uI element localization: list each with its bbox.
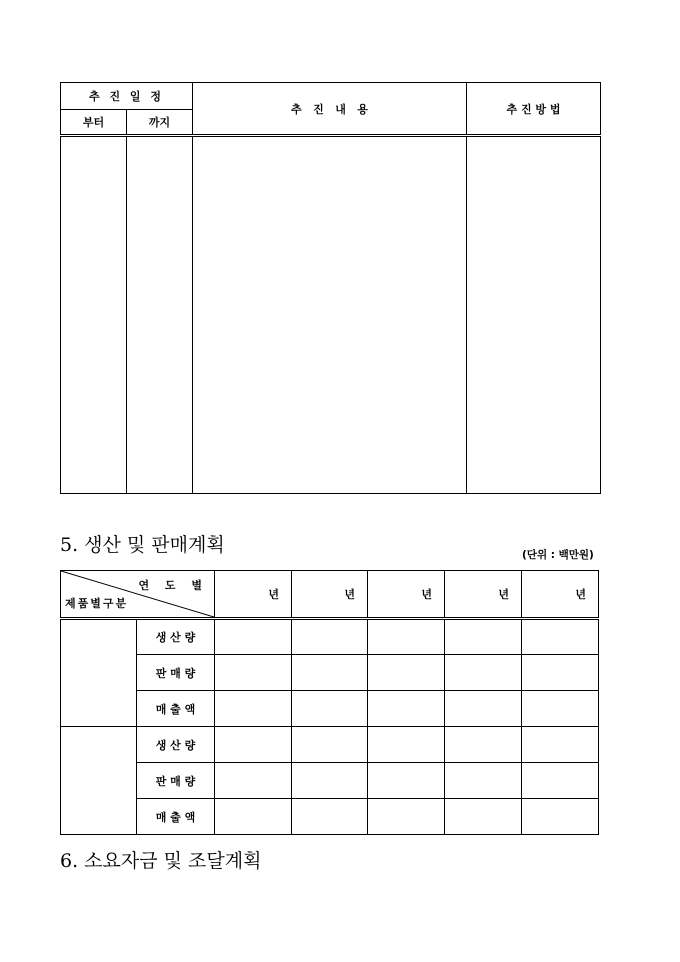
value-cell[interactable] bbox=[215, 655, 292, 691]
product-cell-2[interactable] bbox=[61, 727, 137, 835]
value-cell[interactable] bbox=[522, 655, 599, 691]
to-cell[interactable] bbox=[127, 136, 193, 494]
value-cell[interactable] bbox=[215, 619, 292, 655]
value-cell[interactable] bbox=[445, 799, 522, 835]
value-cell[interactable] bbox=[368, 691, 445, 727]
year-header-2: 년 bbox=[292, 571, 368, 619]
category-label: 제품별구분 bbox=[65, 597, 129, 610]
value-cell[interactable] bbox=[368, 655, 445, 691]
value-cell[interactable] bbox=[522, 799, 599, 835]
row-label: 매 출 액 bbox=[137, 691, 215, 727]
value-cell[interactable] bbox=[445, 619, 522, 655]
year-header-4: 년 bbox=[445, 571, 522, 619]
value-cell[interactable] bbox=[368, 727, 445, 763]
row-label: 생 산 량 bbox=[137, 727, 215, 763]
value-cell[interactable] bbox=[445, 727, 522, 763]
production-sales-table bbox=[60, 570, 599, 835]
year-label: 연 도 별 bbox=[138, 579, 208, 592]
value-cell[interactable] bbox=[522, 619, 599, 655]
value-cell[interactable] bbox=[368, 799, 445, 835]
method-cell[interactable] bbox=[467, 136, 601, 494]
row-label: 생 산 량 bbox=[137, 619, 215, 655]
schedule-header: 추 진 일 정 bbox=[61, 83, 193, 110]
value-cell[interactable] bbox=[292, 619, 368, 655]
unit-label: (단위 : 백만원) bbox=[522, 549, 594, 561]
year-header-3: 년 bbox=[368, 571, 445, 619]
to-header: 까지 bbox=[127, 110, 193, 136]
value-cell[interactable] bbox=[445, 655, 522, 691]
from-cell[interactable] bbox=[61, 136, 127, 494]
content-header: 추 진 내 용 bbox=[193, 83, 467, 136]
value-cell[interactable] bbox=[215, 763, 292, 799]
row-label: 판 매 량 bbox=[137, 763, 215, 799]
value-cell[interactable] bbox=[292, 799, 368, 835]
value-cell[interactable] bbox=[292, 727, 368, 763]
value-cell[interactable] bbox=[215, 799, 292, 835]
category-header bbox=[61, 571, 215, 619]
product-cell-1[interactable] bbox=[61, 619, 137, 727]
value-cell[interactable] bbox=[215, 727, 292, 763]
from-header: 부터 bbox=[61, 110, 127, 136]
value-cell[interactable] bbox=[368, 763, 445, 799]
value-cell[interactable] bbox=[292, 691, 368, 727]
row-label: 매 출 액 bbox=[137, 799, 215, 835]
value-cell[interactable] bbox=[445, 763, 522, 799]
value-cell[interactable] bbox=[368, 619, 445, 655]
year-header-5: 년 bbox=[522, 571, 599, 619]
value-cell[interactable] bbox=[292, 763, 368, 799]
section6-title: 6. 소요자금 및 조달계획 bbox=[60, 850, 262, 872]
value-cell[interactable] bbox=[522, 763, 599, 799]
row-label: 판 매 량 bbox=[137, 655, 215, 691]
value-cell[interactable] bbox=[292, 655, 368, 691]
year-header-1: 년 bbox=[215, 571, 292, 619]
schedule-table bbox=[60, 82, 601, 494]
section5-title: 5. 생산 및 판매계획 bbox=[60, 534, 225, 556]
value-cell[interactable] bbox=[215, 691, 292, 727]
value-cell[interactable] bbox=[445, 691, 522, 727]
method-header: 추 진 방 법 bbox=[467, 83, 601, 136]
value-cell[interactable] bbox=[522, 691, 599, 727]
content-cell[interactable] bbox=[193, 136, 467, 494]
value-cell[interactable] bbox=[522, 727, 599, 763]
